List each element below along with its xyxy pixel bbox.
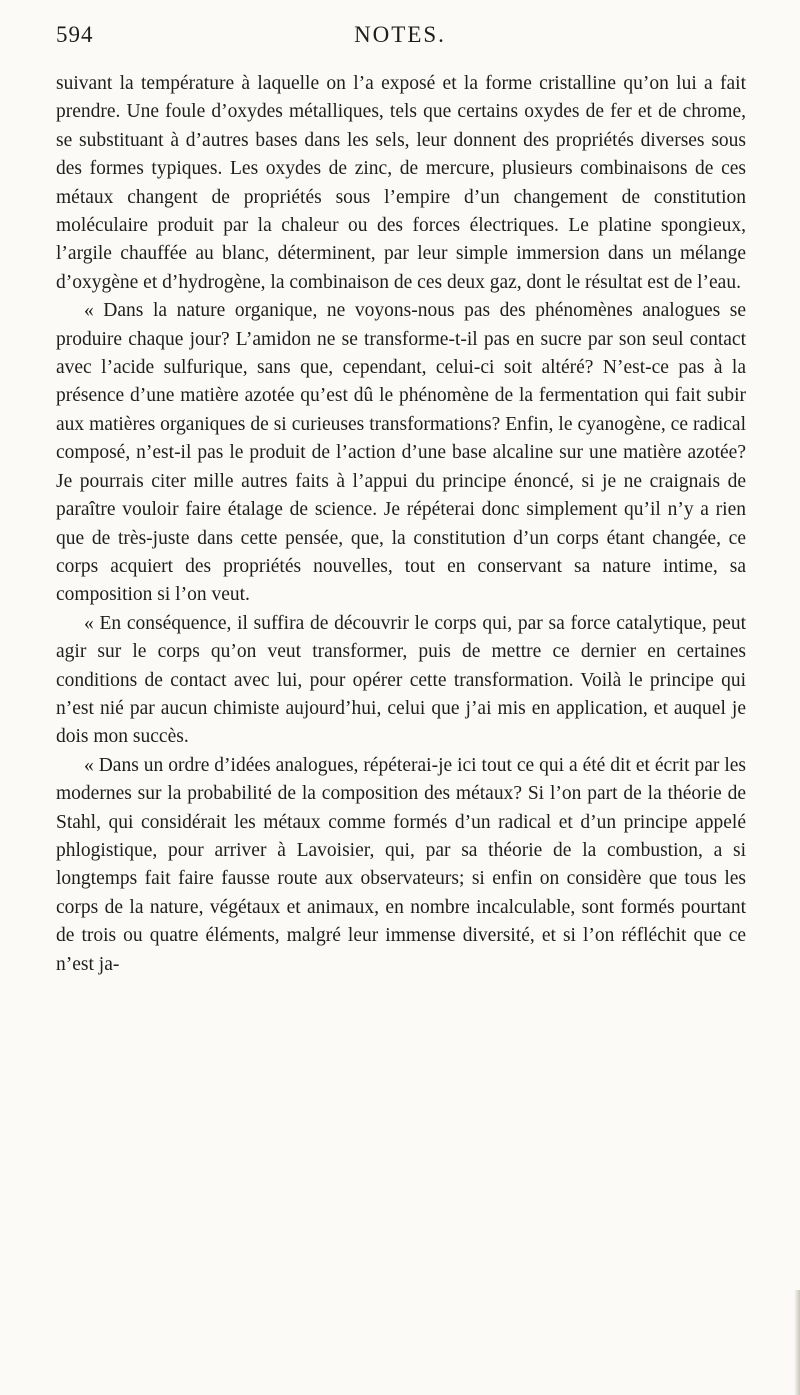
paragraph-1: suivant la température à laquelle on l’a exposé et la forme cristalline qu’on lui a fait prendre. Une foule d’oxydes métalliques, tels que certains oxydes de fer et de chrome, se substituant à d’autres bases dans les sels, leur donnent des propriétés diverses sous des formes typiques. Les oxydes de zinc, de mercure, plusieurs combinaisons de ces métaux changent de propriétés sous l’empire d’un changement de constitution moléculaire produit par la chaleur ou des forces électriques. Le platine spongieux, l’argile chauffée au blanc, déterminent, par leur simple immersion dans un mélange d’oxygène et d’hydrogène, la combinaison de ces deux gaz, dont le résultat est de l’eau. <box>56 73 746 293</box>
page-edge-shadow <box>794 1290 800 1395</box>
paragraph-3: « En conséquence, il suffira de découvrir le corps qui, par sa force catalytique, peut agir sur le corps qu’on veut transformer, puis de mettre ce dernier en certaines conditions de contact avec lui, pour opérer cette transformation. Voilà le principe qui n’est nié par aucun chimiste aujourd’hui, celui que j’ai mis en application, et auquel je dois mon succès. <box>56 612 746 748</box>
page-number: 594 <box>56 22 94 47</box>
running-title: NOTES. <box>354 22 446 47</box>
body-text <box>56 70 746 979</box>
paragraph-4: « Dans un ordre d’idées analogues, répéterai-je ici tout ce qui a été dit et écrit par les modernes sur la probabilité de la composition des métaux? Si l’on part de la théorie de Stahl, qui considérait les métaux comme formés d’un radical et d’un principe appelé phlogistique, pour arriver à Lavoisier, qui, par sa théorie de la combustion, a si longtemps fait faire fausse route aux observateurs; si enfin on considère que tous les corps de la nature, végétaux et animaux, en nombre incalculable, sont formés pourtant de trois ou quatre éléments, malgré leur immense diversité, et si l’on réfléchit que ce n’est ja- <box>56 754 746 975</box>
paragraph-2: « Dans la nature organique, ne voyons-nous pas des phénomènes analogues se produire chaque jour? L’amidon ne se transforme-t-il pas en sucre par son seul contact avec l’acide sulfurique, sans que, cependant, celui-ci soit altéré? N’est-ce pas à la présence d’une matière azotée qu’est dû le phénomène de la fermentation qui fait subir aux matières organiques de si curieuses transformations? Enfin, le cyanogène, ce radical composé, n’est-il pas le produit de l’action d’une base alcaline sur une matière azotée? Je pourrais citer mille autres faits à l’appui du principe énoncé, si je ne craignais de paraître vouloir faire étalage de science. Je répéterai donc simplement qu’il n’y a rien que de très-juste dans cette pensée, que, la constitution d’un corps étant changée, ce corps acquiert des propriétés nouvelles, tout en conservant sa nature intime, sa composition si l’on veut. <box>56 300 746 606</box>
page-header <box>56 22 744 62</box>
